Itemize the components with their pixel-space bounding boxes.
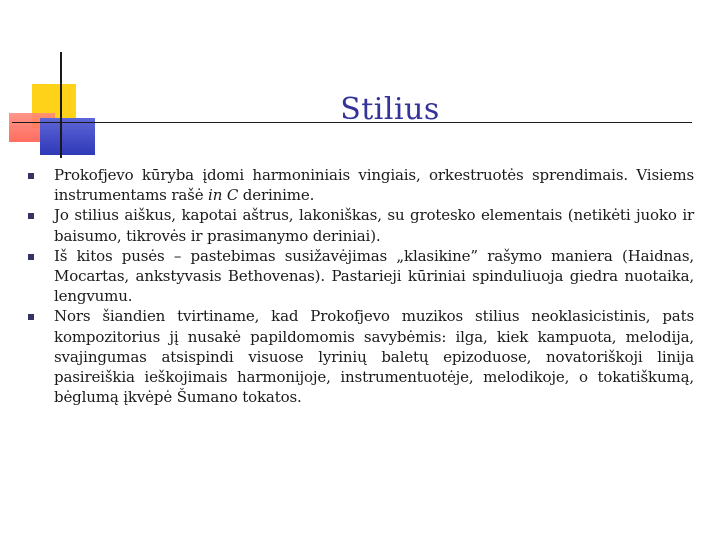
decor-blue-rectangle	[40, 118, 95, 155]
bullet-text: Nors šiandien tvirtiname, kad Prokofjevo muzikos stilius neoklasicistinis, pats kompozitorius jį nusakė papildomomis savybėmis: ilga, kiek kampuota, melodija, svajingumas atsispindi visuose lyrinių baletų epizoduose, novatoriškoji linija pasireiškia ieškojimais harmonijoje, instrumentuotėje, melodikoje, o tokatiškumą, bėglumą įkvėpė Šumano tokatos.	[54, 307, 694, 407]
bullet-text: Prokofjevo kūryba įdomi harmoniniais vingiais, orkestruotės sprendimais. Visiems instrumentams rašė	[54, 166, 694, 205]
slide-title: Stilius	[340, 92, 440, 127]
square-bullet-icon	[28, 173, 34, 179]
bullet-text-italic: in C	[208, 186, 239, 205]
bullet-item	[54, 205, 694, 245]
bullet-item	[54, 246, 694, 307]
bullet-item	[54, 165, 694, 205]
bullet-text: derinime.	[238, 186, 315, 205]
decor-vertical-line	[60, 52, 62, 158]
square-bullet-icon	[28, 314, 34, 320]
bullet-text: Iš kitos pusės – pastebimas susižavėjimas „klasikine” rašymo maniera (Haidnas, Mocartas, ankstyvasis Bethovenas). Pastarieji kūriniai spinduliuoja giedra nuotaika, lengvumu.	[54, 246, 694, 306]
bullet-item	[54, 306, 694, 407]
square-bullet-icon	[28, 254, 34, 260]
square-bullet-icon	[28, 213, 34, 219]
bullet-list	[54, 165, 694, 407]
bullet-text: Jo stilius aiškus, kapotai aštrus, lakoniškas, su grotesko elementais (netikėti juoko ir baisumo, tikrovės ir prasimanymo deriniai).	[54, 206, 694, 245]
